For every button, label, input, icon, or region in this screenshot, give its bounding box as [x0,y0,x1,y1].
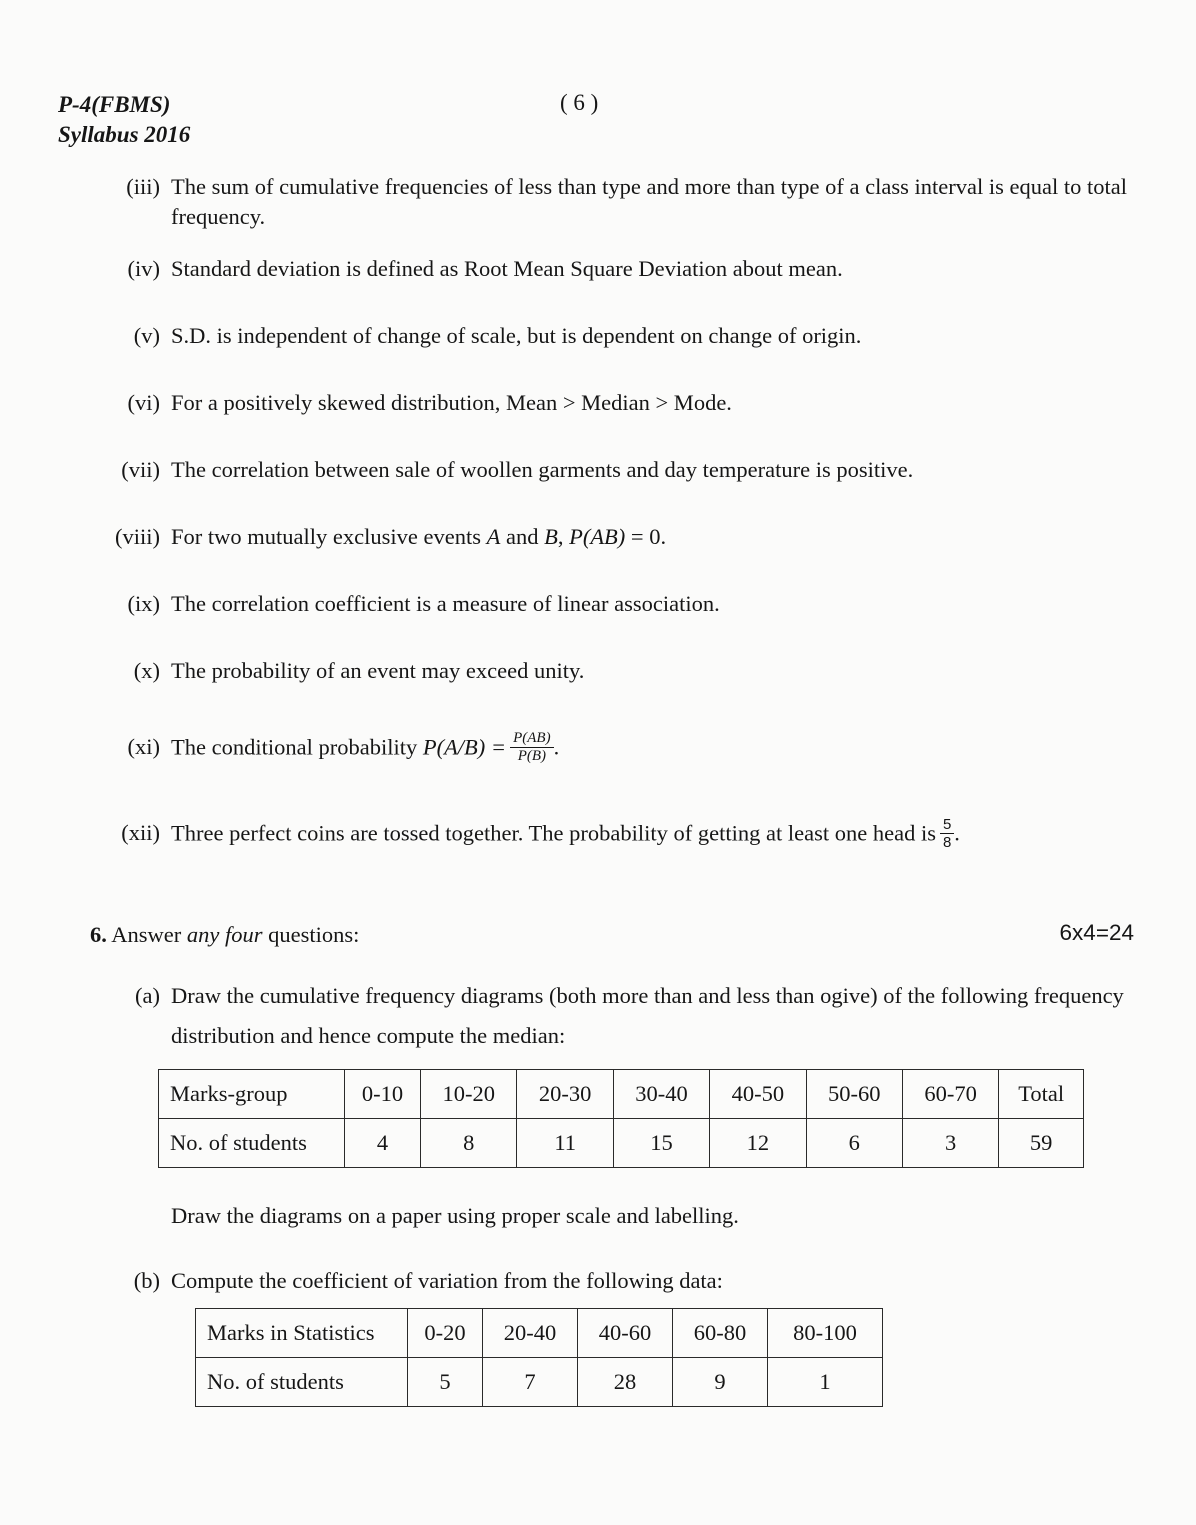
paper-code: P-4(FBMS) [58,92,171,117]
item-text: Three perfect coins are tossed together. The probability of getting at least one head is $\frac{5}{8}$ . [171,816,960,851]
ogive-data-table [158,1069,1084,1168]
item-text: Standard deviation is defined as Root Mean Square Deviation about mean. [171,256,843,281]
table-cell: 20-30 [517,1070,613,1119]
question-number: 6. [90,922,107,947]
item-text: For a positively skewed distribution, Mean > Median > Mode. [171,390,732,415]
item-text: The conditional probability P(A/B) = $\frac{P(AB)}{P(B)}$ . [171,730,560,764]
item-number: (vii) [121,457,160,482]
table-row [196,1358,883,1407]
item-number: (ix) [127,591,160,616]
syllabus-year: Syllabus 2016 [58,122,191,147]
item-number: (v) [133,323,160,348]
cv-data-table [195,1308,883,1407]
table-cell: 30-40 [613,1070,709,1119]
table-cell: 60-70 [902,1070,998,1119]
table-cell: 4 [345,1119,421,1168]
table-cell: 40-60 [578,1309,673,1358]
table-cell: Marks-group [159,1070,345,1119]
table-cell: 12 [710,1119,806,1168]
table-cell: Marks in Statistics [196,1309,408,1358]
item-number: (iii) [126,174,160,199]
table-cell: 28 [578,1358,673,1407]
table-cell: 9 [673,1358,768,1407]
table-cell: 59 [999,1119,1084,1168]
table-cell: Total [999,1070,1084,1119]
table-row [159,1070,1084,1119]
item-number: (iv) [127,256,160,281]
item-text: S.D. is independent of change of scale, but is dependent on change of origin. [171,323,862,348]
table-cell: 1 [768,1358,883,1407]
table-cell: 50-60 [806,1070,902,1119]
item-number: (vi) [127,390,160,415]
table-cell: 15 [613,1119,709,1168]
table-cell: 6 [806,1119,902,1168]
table-cell: 20-40 [483,1309,578,1358]
instruction-note: Draw the diagrams on a paper using proper scale and labelling. [171,1203,739,1228]
formula-lhs: P(A/B) = [422,734,507,760]
table-cell: 60-80 [673,1309,768,1358]
table-cell: 80-100 [768,1309,883,1358]
fraction: $\frac{P(AB)}{P(B)}$ [510,730,553,765]
table-cell: 8 [421,1119,517,1168]
question-6-heading: 6. Answer any four questions: [90,922,360,947]
item-number: (viii) [115,524,160,549]
table-cell: No. of students [196,1358,408,1407]
item-number: (xii) [121,820,160,845]
item-text: The probability of an event may exceed unity. [171,658,585,683]
item-text: The correlation coefficient is a measure of linear association. [171,591,720,616]
page-number: ( 6 ) [560,90,599,115]
table-cell: 7 [483,1358,578,1407]
paper-header [58,90,190,150]
table-cell: No. of students [159,1119,345,1168]
table-cell: 10-20 [421,1070,517,1119]
item-number: (b) [133,1268,160,1293]
table-cell: 40-50 [710,1070,806,1119]
item-text: For two mutually exclusive events A and B, P(AB) = 0. [171,524,667,549]
table-cell: 0-20 [408,1309,483,1358]
table-cell: 11 [517,1119,613,1168]
item-number: (xi) [127,734,160,759]
table-row [196,1309,883,1358]
item-text: The correlation between sale of woollen garments and day temperature is positive. [171,457,914,482]
marks-allocation: 6x4=24 [1059,920,1134,945]
item-text: Compute the coefficient of variation from the following data: [171,1268,723,1293]
item-text: The sum of cumulative frequencies of less than type and more than type of a class interval is equal to total frequency. [171,174,1127,229]
table-cell: 3 [902,1119,998,1168]
table-row [159,1119,1084,1168]
item-number: (a) [135,983,160,1008]
fraction: $\frac{5}{8}$ [940,816,954,851]
item-number: (x) [133,658,160,683]
item-text: Draw the cumulative frequency diagrams (both more than and less than ogive) of the following frequency distribution and hence compute the median: [171,983,1124,1048]
table-cell: 0-10 [345,1070,421,1119]
table-cell: 5 [408,1358,483,1407]
